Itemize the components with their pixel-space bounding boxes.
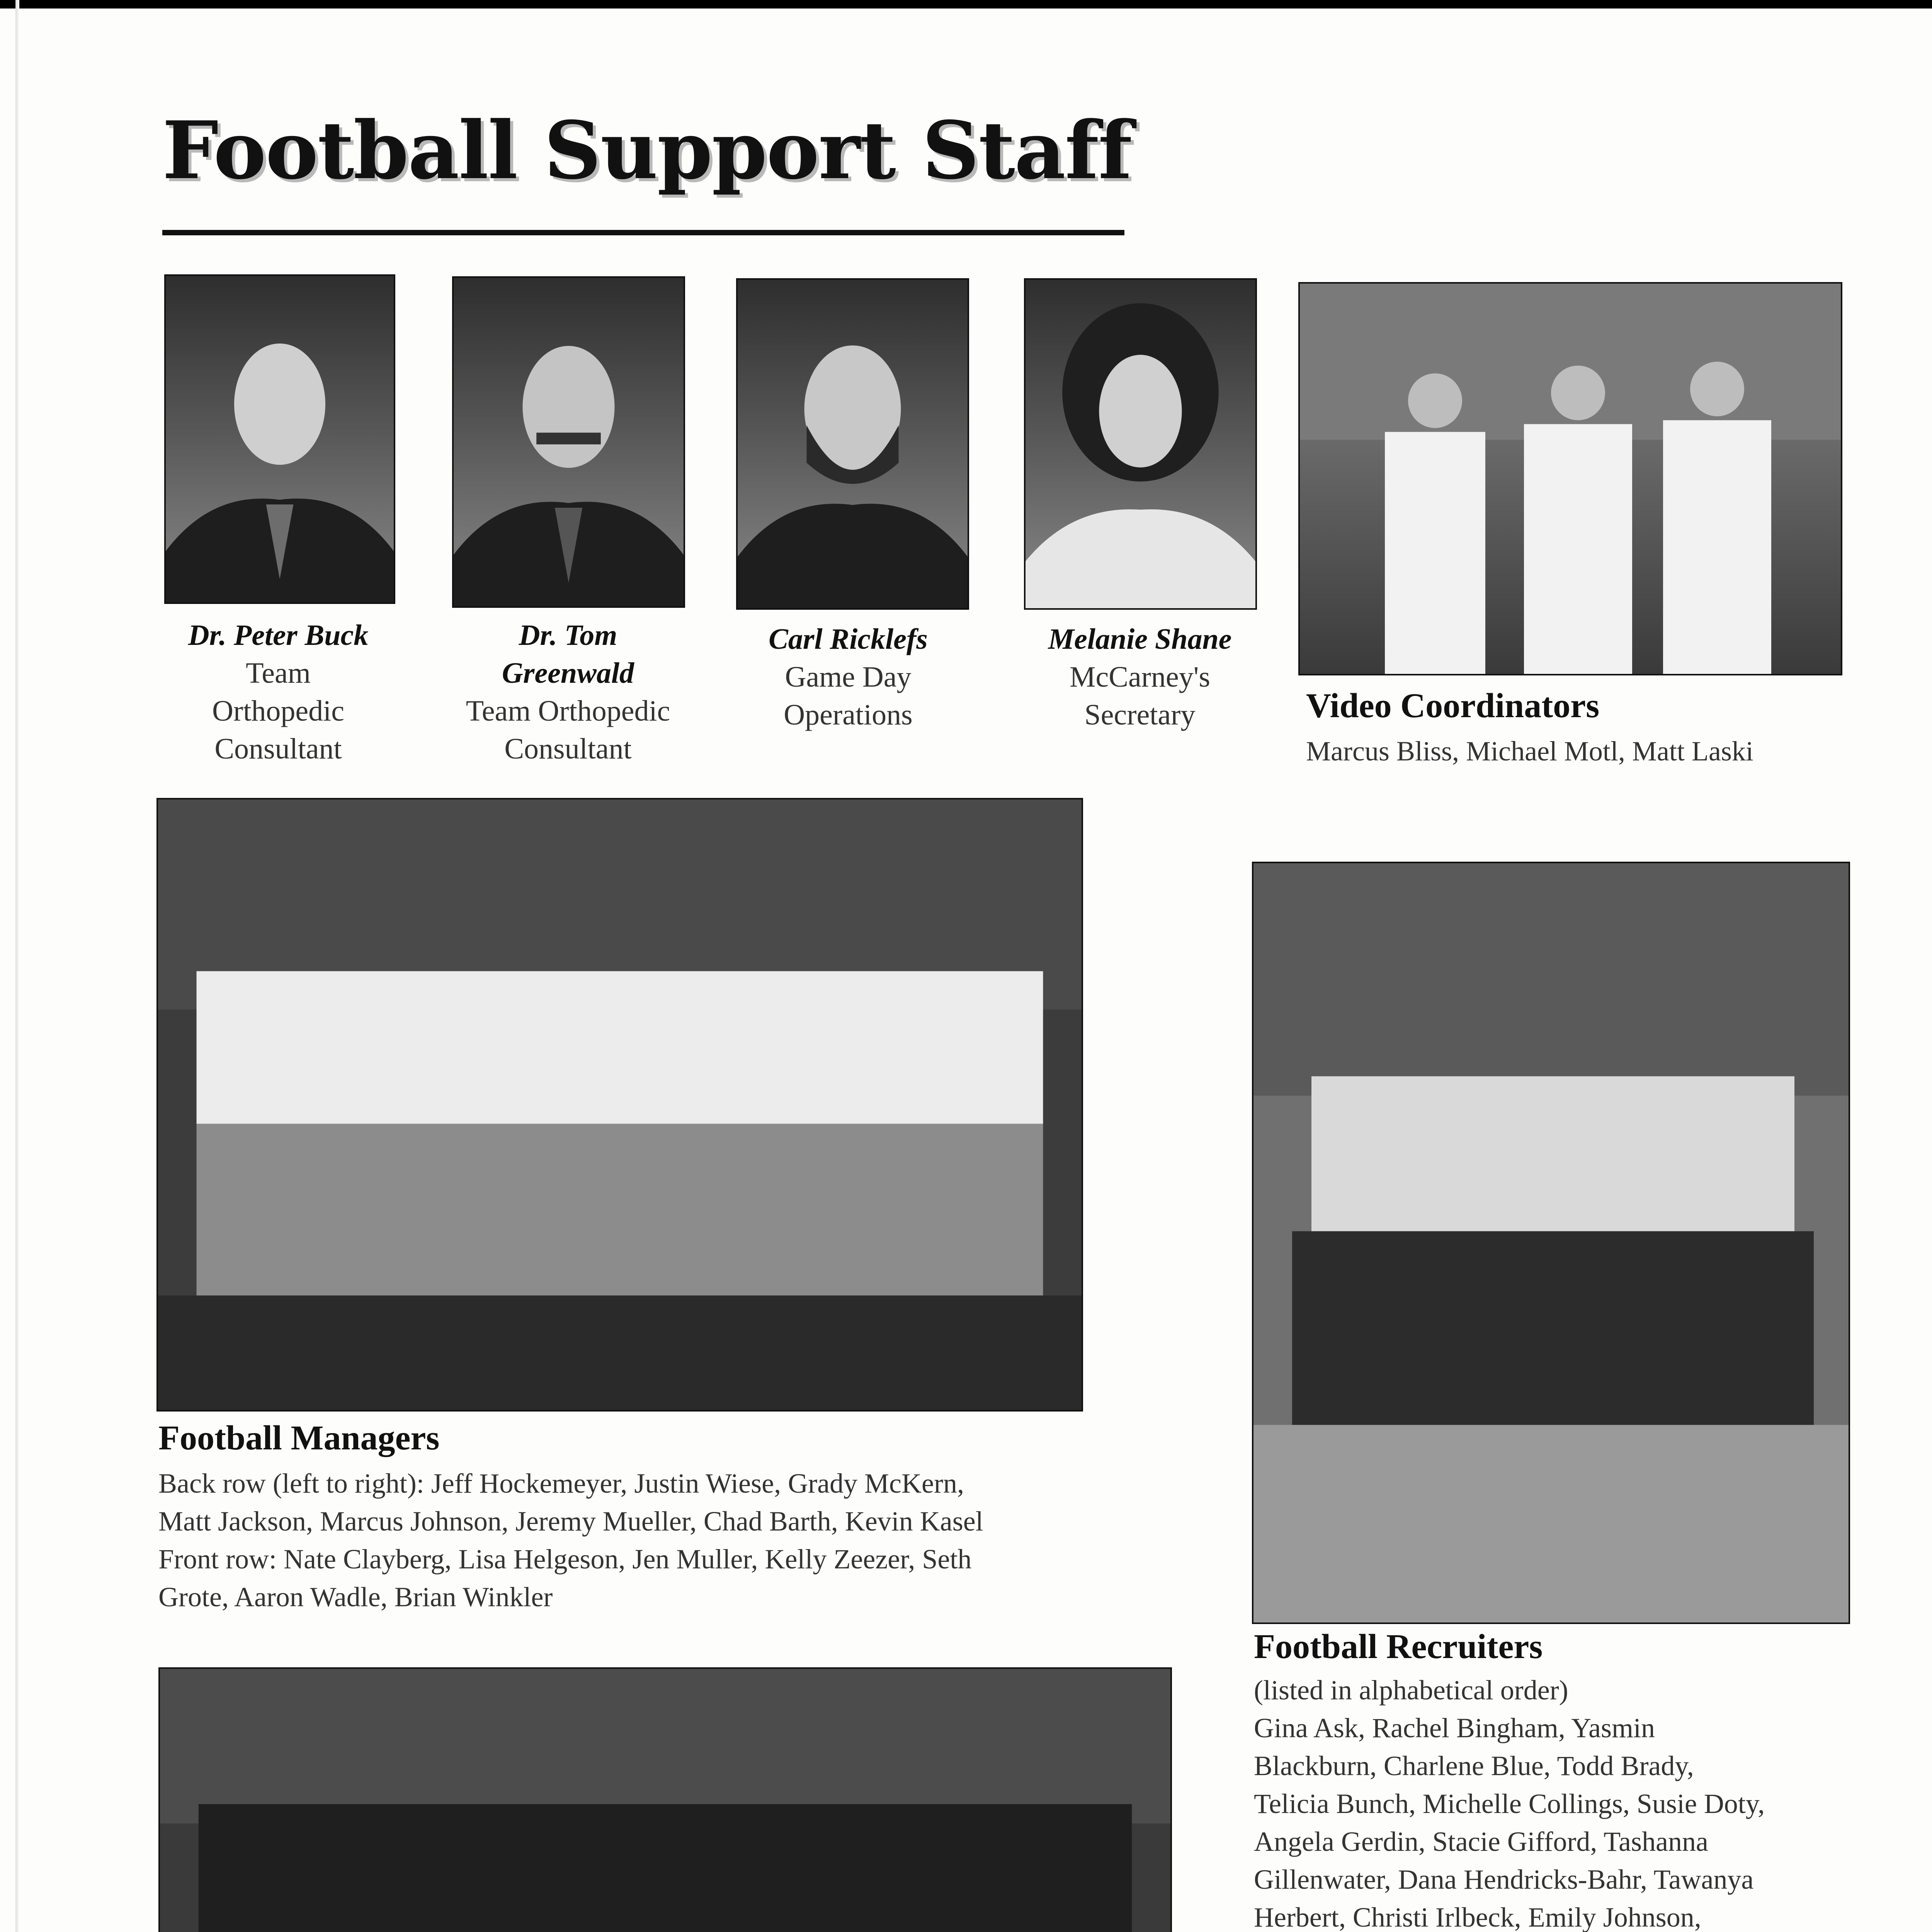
football-trainers-photo [158,1667,1172,1932]
portrait-caption-melanie-shane [1005,620,1275,734]
caption-line: Herbert, Christi Irlbeck, Emily Johnson, [1254,1902,1701,1932]
portrait-role-line: Orthopedic [212,695,344,727]
portrait-role-line: Consultant [504,733,632,765]
football-recruiters-caption [1254,1671,1765,1932]
portrait-photo-tom-greenwald [452,276,685,608]
portrait-photo-peter-buck [164,274,395,604]
portrait-role-line: Game Day [785,661,912,693]
caption-line: Telicia Bunch, Michelle Collings, Susie Doty, [1254,1788,1765,1819]
top-border [0,0,1932,9]
portrait-caption-tom-greenwald [429,616,707,768]
page-title: Football Support Staff [162,104,1132,197]
caption-line: Angela Gerdin, Stacie Gifford, Tashanna [1254,1826,1708,1857]
football-managers-heading: Football Managers [158,1419,440,1457]
video-coordinators-names [1306,732,1753,770]
caption-line: Matt Jackson, Marcus Johnson, Jeremy Mueller, Chad Barth, Kevin Kasel [158,1506,983,1537]
caption-line: Front row: Nate Clayberg, Lisa Helgeson, Jen Muller, Kelly Zeezer, Seth [158,1544,972,1575]
title-underline [162,230,1124,235]
page-edge-shadow [15,0,19,1932]
portrait-role-line: Team Orthopedic [466,695,670,727]
caption-line: Blackburn, Charlene Blue, Todd Brady, [1254,1750,1694,1781]
portrait-name-line: Greenwald [502,657,634,689]
portrait-photo-carl-ricklefs [736,278,969,610]
portrait-caption-carl-ricklefs [713,620,983,734]
video-coordinators-heading: Video Coordinators [1306,687,1600,725]
caption-line: (listed in alphabetical order) [1254,1675,1568,1706]
portrait-name: Carl Ricklefs [769,623,928,655]
portrait-name-line: Dr. Tom [519,619,617,651]
caption-line: Back row (left to right): Jeff Hockemeyer, Justin Wiese, Grady McKern, [158,1468,964,1499]
portrait-caption-peter-buck [151,616,406,768]
portrait-name: Melanie Shane [1048,623,1232,655]
football-recruiters-photo [1252,862,1850,1624]
portrait-role-line: Operations [784,699,913,731]
football-managers-caption [158,1464,983,1616]
portrait-role-line: Secretary [1084,699,1196,731]
portrait-role-line: McCarney's [1069,661,1211,693]
portrait-name: Dr. Peter Buck [188,619,369,651]
football-recruiters-heading: Football Recruiters [1254,1628,1543,1666]
video-coordinators-photo [1298,282,1842,675]
caption-line: Gillenwater, Dana Hendricks-Bahr, Tawanya [1254,1864,1754,1895]
portrait-photo-melanie-shane [1024,278,1257,610]
caption-line: Gina Ask, Rachel Bingham, Yasmin [1254,1713,1655,1743]
portrait-role-line: Consultant [214,733,342,765]
portrait-role-line: Team [246,657,311,689]
caption-line: Grote, Aaron Wadle, Brian Winkler [158,1582,553,1612]
football-managers-photo [156,798,1083,1412]
video-coordinators-names-line: Marcus Bliss, Michael Motl, Matt Laski [1306,736,1753,767]
